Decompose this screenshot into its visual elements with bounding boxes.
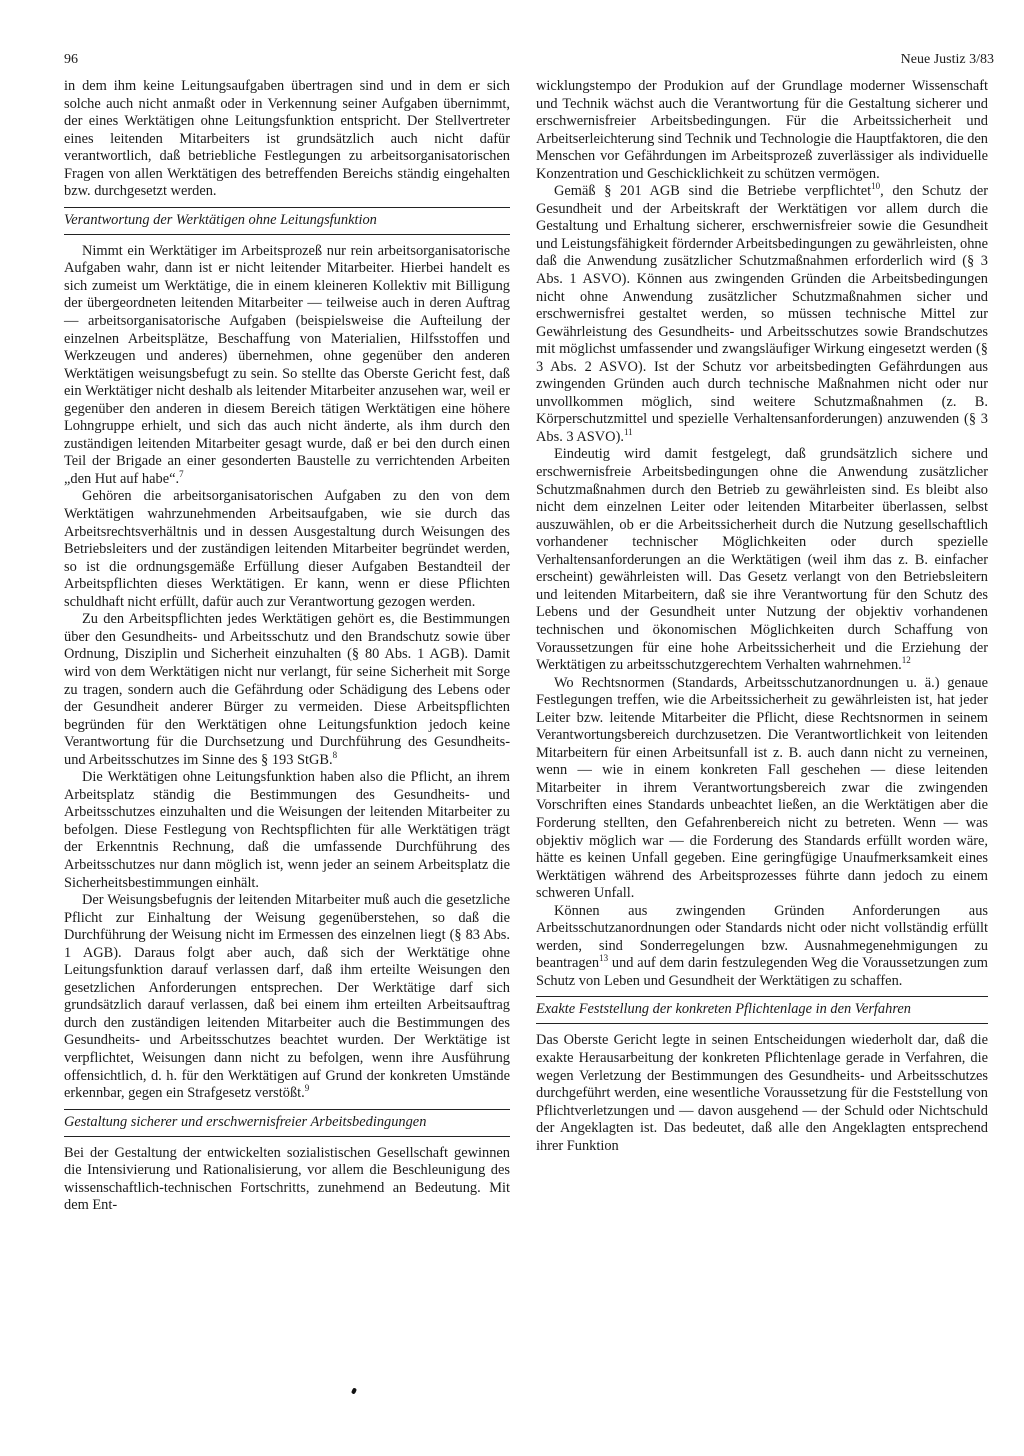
paragraph-text: Der Weisungsbefugnis der leitenden Mitarbeiter muß auch die gesetzliche Pflicht zur Einhaltung der Weisung gegenüberstehen, so daß die Durchführung der Weisung nicht im Ermessen des einzelnen liegt (§ 83 Abs. 1 AGB). Daraus folgt aber auch, daß sich der Werktätige ohne Leitungsfunktion darauf verlassen darf, daß ihm erteilte Weisungen den gesetzlichen Anforderungen entsprechen. Der Werktätige darf sich grundsätzlich darauf verlassen, daß bei einem ihm erteilten Arbeitsauftrag durch den zuständigen leitenden Mitarbeiter auch die Bestimmungen des Gesundheits- und Arbeitsschutzes beachtet wurden. Der Werktätige ist verpflichtet, Weisungen dann nicht zu befolgen, wenn ihre Ausführung offensichtlich, d. h. für den Werktätigen auf Grund der konkreten Umstände erkennbar, gegen ein Strafgesetz verstößt. (64, 892, 510, 1102)
paragraph: Bei der Gestaltung der entwickelten sozialistischen Gesellschaft gewinnen die Intensivierung und Rationalisierung, vor allem die Beschleunigung des wissenschaftlich-technischen Fortschritts, zunehmend an Bedeutung. Mit dem Ent- (64, 1144, 510, 1214)
section-heading: Verantwortung der Werktätigen ohne Leitungsfunktion (64, 207, 510, 235)
paragraph: Das Oberste Gericht legte in seinen Entscheidungen wiederholt dar, daß die exakte Herausarbeitung der konkreten Pflichtenlage gerade in Verfahren, die wegen Verletzung der Bestimmungen des Gesundheits- und Arbeitsschutzes durchgeführt werden, eine wesentliche Voraussetzung für die Feststellung von Pflichtverletzungen und — davon ausgehend — der Schuld oder Nichtschuld der Angeklagten ist. Das bedeutet, daß alle den Angeklagten entsprechend ihrer Funktion (536, 1032, 988, 1154)
paragraph: Gehören die arbeitsorganisatorischen Aufgaben zu den von dem Werktätigen wahrzunehmenden Arbeitsaufgaben, wie sie durch das Arbeitsrechtsverhältnis und in dessen Ausgestaltung durch Weisungen des Betriebsleiters und der zuständigen leitenden Mitarbeiter begründet werden, so ist die ordnungsgemäße Erfüllung dieser Aufgaben Bestandteil der Arbeitspflichten dieses Werktätigen. Er kann, wenn er diese Pflichten schuldhaft nicht erfüllt, dafür auch zur Verantwortung gezogen werden. (64, 488, 510, 610)
paragraph: Wo Rechtsnormen (Standards, Arbeitsschutzanordnungen u. ä.) genaue Festlegungen treffen, wie die Arbeitssicherheit zu gewährleisten ist, hat jeder Leiter bzw. leitende Mitarbeiter die Pflicht, diese Rechtsnormen in seinem Verantwortungsbereich durchzusetzen. Die Verantwortlichkeit von leitenden Mitarbeitern für einen Arbeitsunfall ist z. B. auch dann nicht zu verneinen, wenn — wie in einem konkreten Fall geschehen — diese leitenden Mitarbeiter in ihrem Verantwortungsbereich zwar die zwingenden Vorschriften eines Standards unbeachtet ließen, an die Werktätigen aber die Forderung stellten, den Gefahrenbereich nicht zu betreten. Wenn — was objektiv möglich war — die Forderung des Standards erfüllt worden wäre, hätte es keinen Unfall gegeben. Eine geringfügige Unaufmerksamkeit eines Werktätigen während des Arbeitsprozesses führte dann jedoch zu einem schweren Unfall. (536, 674, 988, 902)
paragraph (64, 611, 510, 769)
paragraph-text: , den Schutz der Gesundheit und der Arbeitskraft der Werktätigen vor allem durch die Gestaltung und Erhaltung sicherer, erschwernisfreier sowie die Gesundheit und Leistungsfähigkeit fördernder Arbeitsbedingungen zu gewährleisten, ohne daß die Anwendung zusätzlicher Schutzmaßnahmen erforderlich wird (§ 3 Abs. 1 ASVO). Können aus zwingenden Gründen die Arbeitsbedingungen nicht ohne Anwendung zusätzlicher Schutzmaßnahmen sicher und erschwernisfrei gestaltet werden, so müssen technische Mittel zur Gewährleistung des Gesundheits- und Arbeitsschutzes sowie Brandschutzes mit möglichst umfassender und zwangsläufiger Wirkung eingesetzt werden (§ 3 Abs. 2 ASVO). Ist der Schutz vor arbeitsbedingten Gefährdungen aus zwingenden Gründen auch durch technische Maßnahmen nicht oder nur unvollkommen möglich, sind weitere Schutzmaßnahmen (z. B. Körperschutzmittel und spezielle Verhaltensanforderungen) anzuwenden (§ 3 Abs. 3 ASVO). (536, 183, 988, 445)
section-heading: Exakte Feststellung der konkreten Pflichtenlage in den Verfahren (536, 996, 988, 1024)
journal-issue: Neue Justiz 3/83 (900, 52, 994, 67)
footnote-ref: 8 (332, 749, 338, 760)
paragraph: Die Werktätigen ohne Leitungsfunktion haben also die Pflicht, an ihrem Arbeitsplatz ständig die Bestimmungen des Gesundheits- und Arbeitsschutzes einzuhalten und die Weisungen der leitenden Mitarbeiter zu befolgen. Diese Festlegung von Rechtspflichten für alle Werktätigen trägt der Erkenntnis Rechnung, daß die umfassende Durchführung des Arbeitsschutzes nur dann möglich ist, wenn jeder an seinem Arbeitsplatz die Sicherheitsbestimmungen einhält. (64, 769, 510, 891)
paragraph-text: Gemäß § 201 AGB sind die Betriebe verpflichtet (554, 183, 872, 200)
paragraph (536, 903, 988, 991)
paragraph-text: und auf dem darin festzulegenden Weg die Voraussetzungen zum Schutz von Leben und Gesundheit der Werktätigen zu schaffen. (536, 955, 988, 989)
paragraph-text: Eindeutig wird damit festgelegt, daß grundsätzlich sichere und erschwernisfreie Arbeitsbedingungen ohne die Anwendung zusätzlicher Schutzmaßnahmen durch den Betrieb zu gewährleisten sind. Es bleibt also nicht dem einzelnen Leiter oder leitenden Mitarbeiter überlassen, selbst auszuwählen, ob er die Arbeitssicherheit durch die Nutzung gesellschaftlich vorhandener technischer Möglichkeiten oder durch spezielle Verhaltensanforderungen an die Werktätigen (weil ihm das z. B. einfacher erscheint) gewährleisten will. Das Gesetz verlangt von den Betriebsleitern und leitenden Mitarbeitern, daß sie ihre Verantwortung für den Schutz des Lebens und der Gesundheit unter Nutzung der objektiv vorhandenen technischen und ökonomischen Möglichkeiten durch Schaffung von Voraussetzungen für eine hohe Arbeitssicherheit und die Erziehung der Werktätigen zu arbeitsschutzgerechtem Verhalten wahrnehmen. (536, 446, 988, 674)
paragraph-text: Zu den Arbeitspflichten jedes Werktätigen gehört es, die Bestimmungen über den Gesundheits- und Arbeitsschutz und den Brandschutz sowie über Ordnung, Disziplin und Sicherheit einzuhalten (§ 80 Abs. 1 AGB). Damit wird von dem Werktätigen nicht nur verlangt, für seine Sicherheit mit Sorge zu tragen, sondern auch die Gefährdung oder Schädigung des Lebens oder der Gesundheit anderer Bürger zu vermeiden. Diese Arbeitspflichten begründen für den Werktätigen ohne Leitungsfunktion jedoch keine Verantwortung für die Durchsetzung und Durchführung des Gesundheits- und Arbeitsschutzes im Sinne des § 193 StGB. (64, 611, 510, 768)
left-column (64, 78, 510, 1215)
paragraph (64, 892, 510, 1103)
paragraph (64, 243, 510, 489)
right-column (536, 78, 988, 1155)
section-heading: Gestaltung sicherer und erschwernisfreier Arbeitsbedingungen (64, 1109, 510, 1137)
footnote-ref: 7 (179, 469, 184, 480)
paragraph (536, 183, 988, 446)
footnote-ref: 12 (901, 655, 911, 666)
paragraph: in dem ihm keine Leitungsaufgaben übertragen sind und in dem er sich solche auch nicht anmaßt oder in Verkennung seiner Aufgaben übernimmt, der eines Werktätigen ohne Leitungsfunktion entspricht. Der Stellvertreter eines leitenden Mitarbeiters ist grundsätzlich auch nicht dafür verantwortlich, daß betriebliche Festlegungen zu arbeitsorganisatorischen Fragen von allen Werktätigen des betreffenden Bereichs ständig eingehalten bzw. durchgesetzt werden. (64, 78, 510, 200)
paragraph: wicklungstempo der Produkion auf der Grundlage moderner Wissenschaft und Technik wächst auch die Verantwortung für die Gestaltung sicherer und erschwernisfreier Arbeitsbedingungen. Für die Arbeitssicherheit und Arbeitserleichterung sind Technik und Technologie die Hauptfaktoren, die den Menschen vor Gefährdungen im Arbeitsprozeß zuverlässiger als individuelle Konzentration und Geschicklichkeit zu schützen vermögen. (536, 78, 988, 182)
footnote-ref: 9 (304, 1083, 310, 1094)
footnote-ref: 13 (599, 953, 609, 964)
footnote-ref: 10 (871, 181, 881, 192)
paragraph-text: Können aus zwingenden Gründen Anforderungen aus Arbeitsschutzanordnungen oder Standards nicht oder nicht vollständig erfüllt werden, sind Sonderregelungen bzw. Ausnahmegenehmigungen zu beantragen (536, 902, 988, 972)
paragraph (536, 446, 988, 674)
paragraph-text: Nimmt ein Werktätiger im Arbeitsprozeß nur rein arbeitsorganisatorische Aufgaben wahr, dann ist er nicht leitender Mitarbeiter. Hierbei handelt es sich zumeist um Werktätige, die in einem kleineren Kollektiv mit Billigung der übergeordneten leitenden Mitarbeiter — teilweise auch in deren Auftrag — arbeitsorganisatorische Aufgaben (beispielsweise die Aufteilung der einzelnen Arbeitsplätze, Beschaffung von Materialien, Hilfsstoffen und Werkzeugen und anderes) übernehmen, ohne gegenüber den anderen Werktätigen weisungsbefugt zu sein. So stellte das Oberste Gericht fest, daß ein Werktätiger nicht deshalb als leitender Mitarbeiter anzusehen war, weil er gegenüber den anderen in diesem Bereich tätigen Werktätigen eine höhere Lohngruppe erhielt, und sich das auch nicht änderte, als ihm durch den zuständigen leitenden Mitarbeiter gesagt wurde, daß er bei den durch einen Teil der Brigade an einer gesonderten Baustelle zu verrichtenden Arbeiten „den Hut auf habe“. (64, 242, 510, 487)
ink-speck (351, 1387, 357, 1394)
footnote-ref: 11 (623, 427, 633, 438)
page-number: 96 (64, 52, 78, 67)
